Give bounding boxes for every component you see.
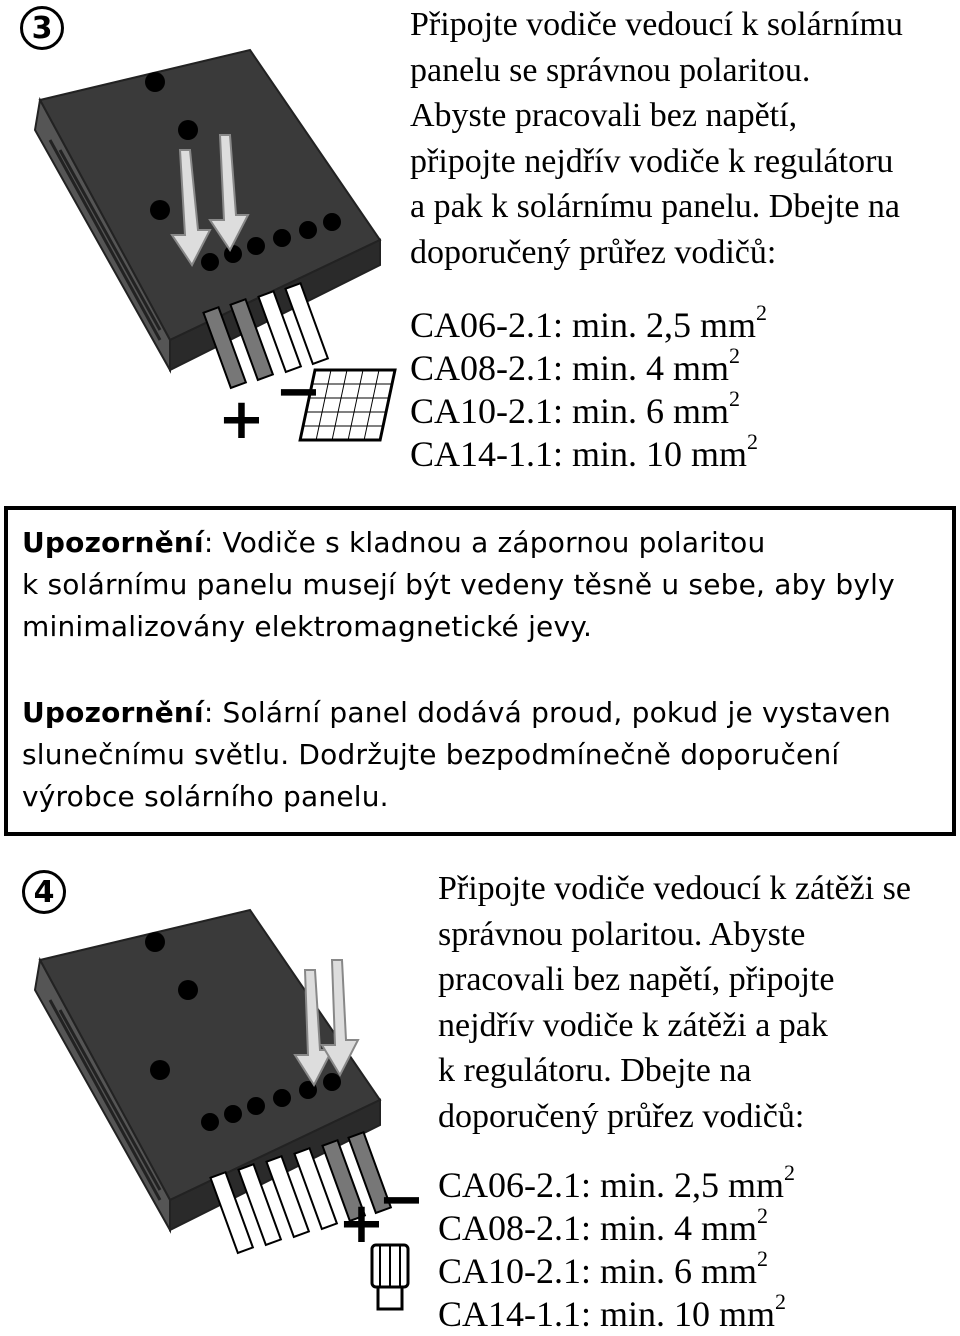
spec-line: CA14-1.1: min. 10 $mm^2$ xyxy=(438,1289,787,1334)
step3-cable-specs xyxy=(410,300,768,476)
spec-line: CA08-2.1: min. 4 $mm^2$ xyxy=(438,1203,769,1248)
plus-sign: + xyxy=(218,387,265,452)
warning-box xyxy=(4,506,956,836)
instruction-line: doporučený průřez vodičů: xyxy=(438,1097,805,1135)
spec-line: CA10-2.1: min. 6 $mm^2$ xyxy=(438,1246,769,1291)
instruction-line: Připojte vodiče vedoucí k zátěži se xyxy=(438,870,911,907)
warning-label: Upozornění xyxy=(22,696,204,729)
instruction-line: připojte nejdřív vodiče k regulátoru xyxy=(410,142,894,180)
instruction-line: panelu se správnou polaritou. xyxy=(410,51,811,89)
instruction-line: doporučený průřez vodičů: xyxy=(410,233,777,271)
warning-1: Upozornění: Vodiče s kladnou a zápornou polaritou k solárnímu panelu musejí být vedeny těsně u sebe, aby byly minimalizovány elektromagnetické jevy. xyxy=(22,526,895,643)
warning-2: Upozornění: Solární panel dodává proud, pokud je vystaven slunečnímu světlu. Dodržujte bezpodmínečně doporučení výrobce solárního panelu. xyxy=(22,696,891,813)
spec-line: CA14-1.1: min. 10 $mm^2$ xyxy=(410,429,759,474)
instruction-line: k regulátoru. Dbejte na xyxy=(438,1052,752,1089)
instruction-line: a pak k solárnímu panelu. Dbejte na xyxy=(410,188,901,225)
instruction-line: správnou polaritou. Abyste xyxy=(438,915,806,953)
spec-line: CA08-2.1: min. 4 $mm^2$ xyxy=(410,343,741,388)
warning-label: Upozornění xyxy=(22,526,204,559)
step4-instructions xyxy=(438,866,911,1139)
step4-cable-specs xyxy=(438,1160,796,1336)
spec-line: CA06-2.1: min. 2,5 $mm^2$ xyxy=(438,1160,796,1205)
spec-line: CA10-2.1: min. 6 $mm^2$ xyxy=(410,386,741,431)
instruction-line: Abyste pracovali bez napětí, xyxy=(410,97,798,134)
charge-controller-solar-illustration xyxy=(20,40,400,460)
instruction-line: pracovali bez napětí, připojte xyxy=(438,961,835,998)
minus-sign: − xyxy=(378,1167,425,1232)
instruction-line: nejdřív vodiče k zátěži a pak xyxy=(438,1006,828,1044)
instruction-line: Připojte vodiče vedoucí k solárnímu xyxy=(410,6,903,43)
charge-controller-load-illustration xyxy=(20,900,430,1320)
spec-line: CA06-2.1: min. 2,5 $mm^2$ xyxy=(410,300,768,345)
plus-sign: + xyxy=(338,1191,385,1256)
step-number-text: 3 xyxy=(31,10,53,46)
step3-instructions xyxy=(410,2,903,275)
step-number-text: 4 xyxy=(33,874,55,910)
minus-sign: − xyxy=(275,359,322,424)
